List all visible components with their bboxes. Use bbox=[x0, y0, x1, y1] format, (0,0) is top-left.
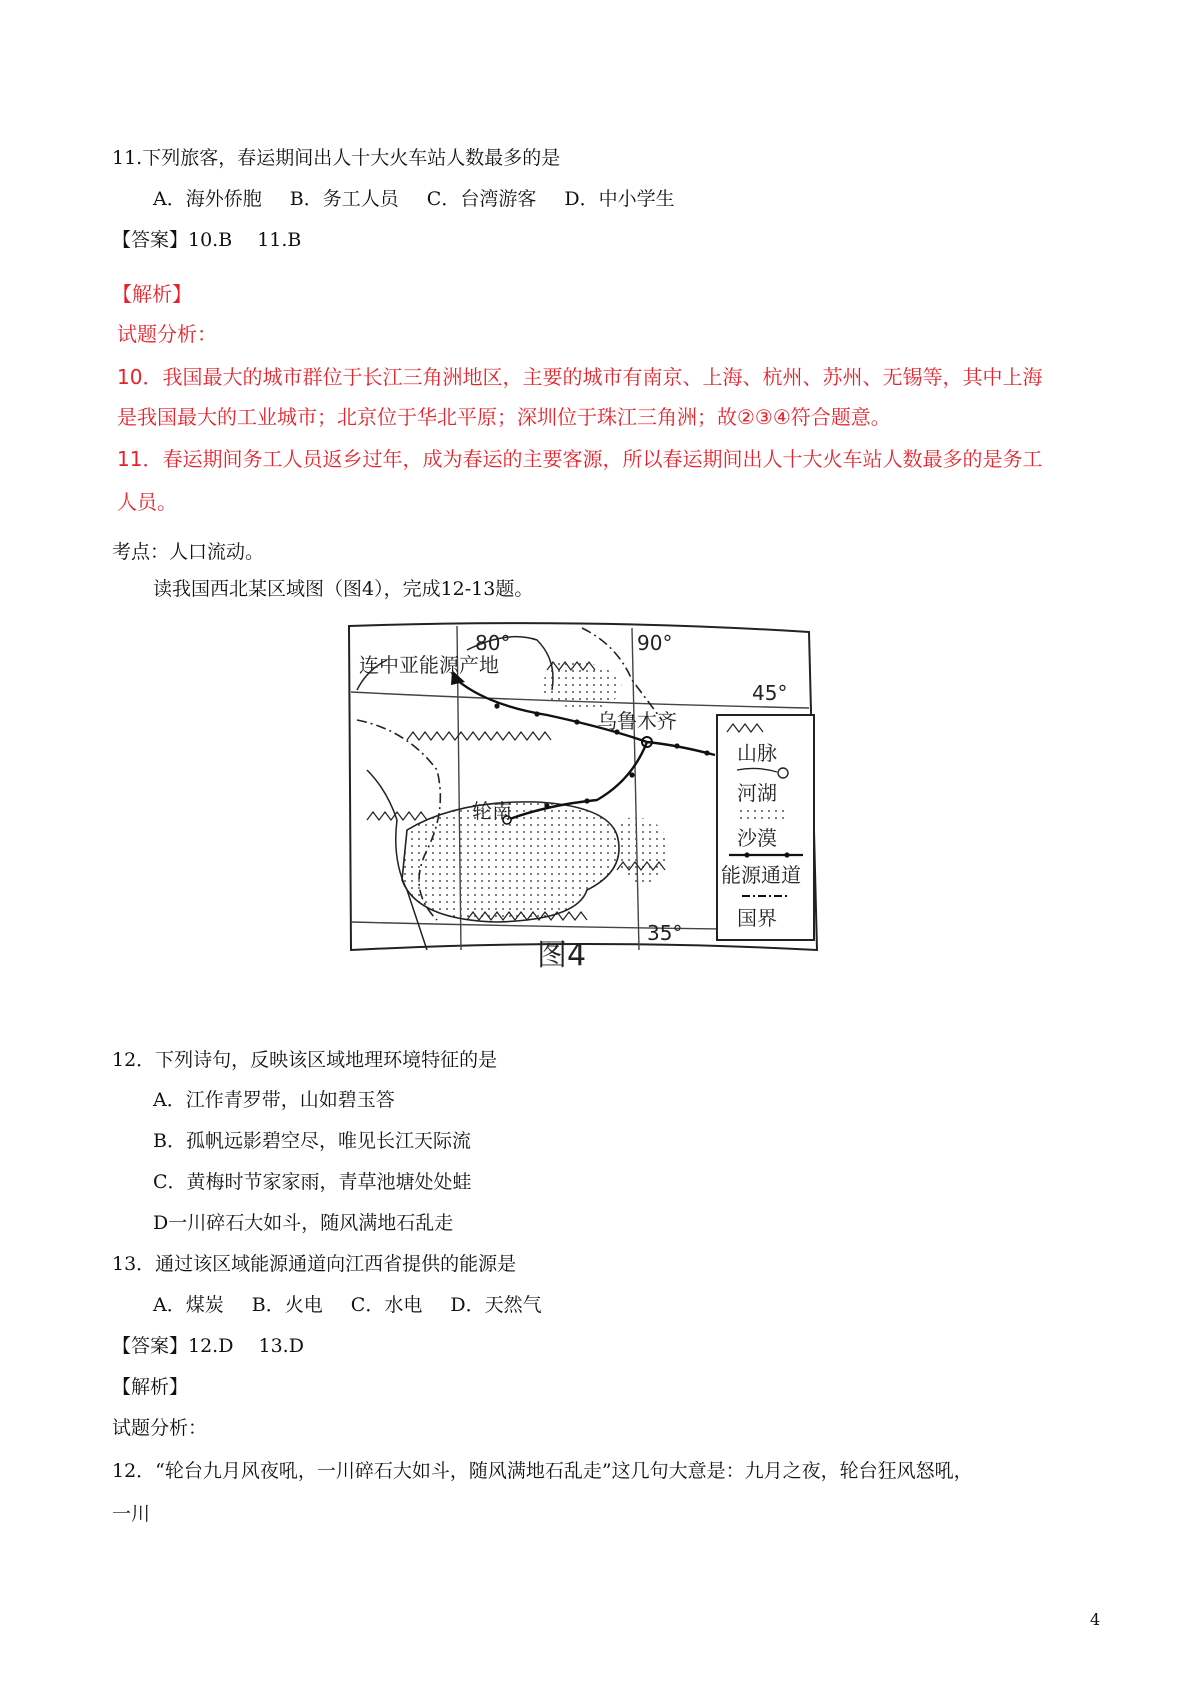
analysis1-heading: 【解析】 bbox=[112, 282, 192, 306]
answer-10-11: 【答案】10.B 11.B bbox=[112, 229, 302, 251]
q11-option-d: D．中小学生 bbox=[564, 188, 675, 210]
meridian-90 bbox=[632, 628, 639, 950]
analysis2-line-2: 一川 bbox=[112, 1503, 151, 1525]
analysis1-line-4: 人员。 bbox=[117, 490, 177, 514]
q13-option-b: B．火电 bbox=[251, 1294, 323, 1316]
q11-option-c: C．台湾游客 bbox=[426, 188, 537, 210]
place-label-urumqi: 乌鲁木齐 bbox=[597, 709, 677, 733]
q13-options bbox=[153, 1293, 564, 1317]
q13-option-a: A．煤炭 bbox=[153, 1294, 224, 1316]
q11-option-a: A．海外侨胞 bbox=[153, 188, 262, 210]
place-label-lunnan: 轮南 bbox=[472, 799, 512, 823]
desert-east bbox=[615, 818, 667, 886]
legend-desert: 沙漠 bbox=[737, 826, 777, 850]
q12-option-d: D一川碎石大如斗，随风满地石乱走 bbox=[153, 1212, 454, 1234]
q12-option-a: A．江作青罗带，山如碧玉答 bbox=[153, 1089, 395, 1111]
q12-option-b: B．孤帆远影碧空尽，唯见长江天际流 bbox=[153, 1130, 471, 1152]
figure-caption: 图4 bbox=[537, 938, 587, 970]
q13-option-c: C．水电 bbox=[350, 1294, 423, 1316]
lat-label-45: 45° bbox=[752, 681, 788, 705]
map-intro: 读我国西北某区域图（图4），完成12-13题。 bbox=[153, 578, 534, 600]
analysis2-sub: 试题分析： bbox=[112, 1417, 208, 1439]
legend-mountains: 山脉 bbox=[737, 741, 777, 765]
q11-options bbox=[153, 187, 697, 211]
q11-option-b: B．务工人员 bbox=[289, 188, 399, 210]
q12-option-c: C．黄梅时节家家雨，青草池塘处处蛙 bbox=[153, 1171, 472, 1193]
legend-rivers-lakes: 河湖 bbox=[737, 781, 777, 805]
answer-12-13: 【答案】12.D 13.D bbox=[112, 1335, 304, 1357]
analysis2-line-1: 12．“轮台九月风夜吼，一川碎石大如斗，随风满地石乱走”这几句大意是：九月之夜，轮台狂风怒吼， bbox=[112, 1460, 973, 1482]
analysis1-line-1: 10．我国最大的城市群位于长江三角洲地区，主要的城市有南京、上海、杭州、苏州、无锡等，其中上海 bbox=[117, 365, 1043, 389]
q12-stem: 12．下列诗句，反映该区域地理环境特征的是 bbox=[112, 1049, 498, 1071]
q11-stem: 11.下列旅客，春运期间出人十大火车站人数最多的是 bbox=[112, 147, 561, 169]
analysis1-point: 考点：人口流动。 bbox=[112, 541, 265, 563]
analysis1-line-2: 是我国最大的工业城市；北京位于华北平原；深圳位于珠江三角洲；故②③④符合题意。 bbox=[117, 405, 891, 429]
lon-label-90: 90° bbox=[637, 631, 673, 655]
page-number: 4 bbox=[1090, 1610, 1101, 1629]
lon-label-80: 80° bbox=[475, 631, 511, 655]
mountains-tianshan bbox=[407, 732, 551, 740]
northwest-region-map bbox=[347, 620, 827, 970]
legend-desert-icon bbox=[737, 810, 787, 822]
legend-national-border: 国界 bbox=[737, 906, 777, 930]
q13-option-d: D．天然气 bbox=[450, 1294, 542, 1316]
analysis2-heading: 【解析】 bbox=[112, 1376, 189, 1398]
place-label-central-asia: 连中亚能源产地 bbox=[359, 653, 499, 677]
q13-stem: 13．通过该区域能源通道向江西省提供的能源是 bbox=[112, 1253, 517, 1275]
legend-energy-corridor: 能源通道 bbox=[721, 863, 801, 887]
lat-label-35: 35° bbox=[647, 921, 683, 945]
analysis1-line-3: 11．春运期间务工人员返乡过年，成为春运的主要客源，所以春运期间出人十大火车站人数最多的是务工 bbox=[117, 447, 1043, 471]
analysis1-sub: 试题分析： bbox=[117, 322, 217, 346]
